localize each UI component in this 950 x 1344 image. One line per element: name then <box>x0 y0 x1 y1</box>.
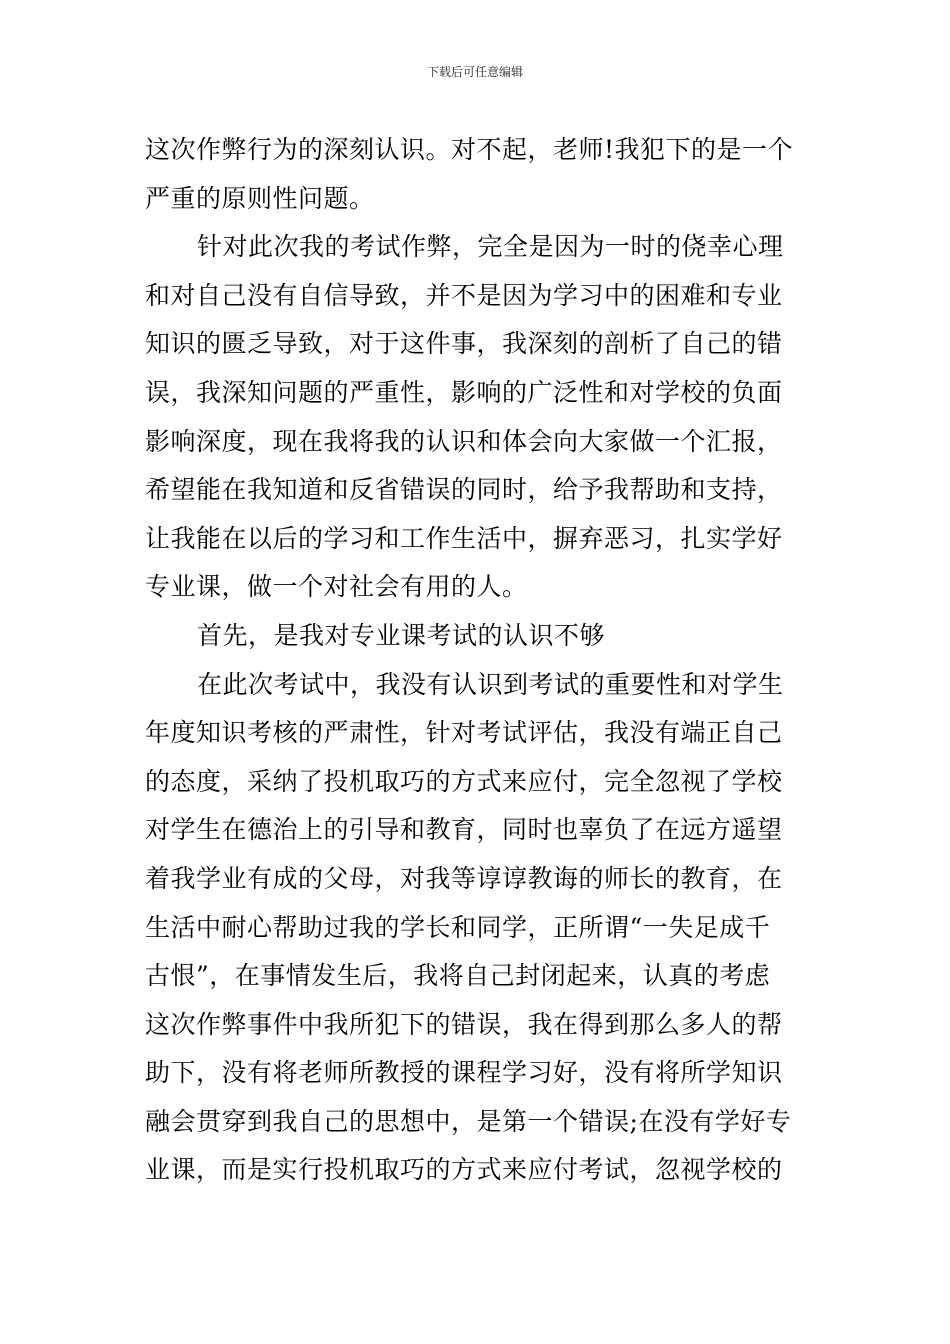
page-header: 下载后可任意编辑 <box>426 65 523 79</box>
text-line: 融会贯穿到我自己的思想中，是第一个错误;在没有学好专 <box>145 1106 792 1136</box>
text-line: 在此次考试中，我没有认识到考试的重要性和对学生 <box>197 669 784 699</box>
text-line: 希望能在我知道和反省错误的同时，给予我帮助和支持， <box>145 475 783 505</box>
text-line: 业课，而是实行投机取巧的方式来应付考试，忽视学校的 <box>145 1155 783 1185</box>
text-line: 严重的原则性问题。 <box>145 183 375 213</box>
text-line: 年度知识考核的严肃性，针对考试评估，我没有端正自己 <box>145 718 783 748</box>
text-line: 生活中耐心帮助过我的学长和同学，正所谓“一失足成千 <box>145 912 771 942</box>
text-line: 针对此次我的考试作弊，完全是因为一时的侥幸心理 <box>197 232 784 262</box>
text-line: 这次作弊行为的深刻认识。对不起，老师!我犯下的是一个 <box>145 135 794 164</box>
text-line: 和对自己没有自信导致，并不是因为学习中的困难和专业 <box>145 280 783 310</box>
text-line: 这次作弊事件中我所犯下的错误，我在得到那么多人的帮 <box>145 1009 783 1039</box>
text-line: 对学生在德治上的引导和教育，同时也辜负了在远方遥望 <box>145 815 783 845</box>
text-line: 误，我深知问题的严重性，影响的广泛性和对学校的负面 <box>145 377 783 407</box>
section-heading: 首先，是我对专业课考试的认识不够 <box>197 620 606 650</box>
text-line: 让我能在以后的学习和工作生活中，摒弃恶习，扎实学好 <box>145 523 783 553</box>
text-line: 影响深度，现在我将我的认识和体会向大家做一个汇报， <box>145 426 783 456</box>
text-line: 助下，没有将老师所教授的课程学习好，没有将所学知识 <box>145 1058 783 1088</box>
text-line: 的态度，采纳了投机取巧的方式来应付，完全忽视了学校 <box>145 766 783 796</box>
text-line: 专业课，做一个对社会有用的人。 <box>145 572 528 602</box>
document-body <box>145 126 807 1195</box>
text-line: 着我学业有成的父母，对我等谆谆教诲的师长的教育，在 <box>145 863 783 893</box>
text-line: 知识的匮乏导致，对于这件事，我深刻的剖析了自己的错 <box>145 329 783 359</box>
text-line: 古恨”，在事情发生后，我将自己封闭起来，认真的考虑 <box>145 961 771 991</box>
